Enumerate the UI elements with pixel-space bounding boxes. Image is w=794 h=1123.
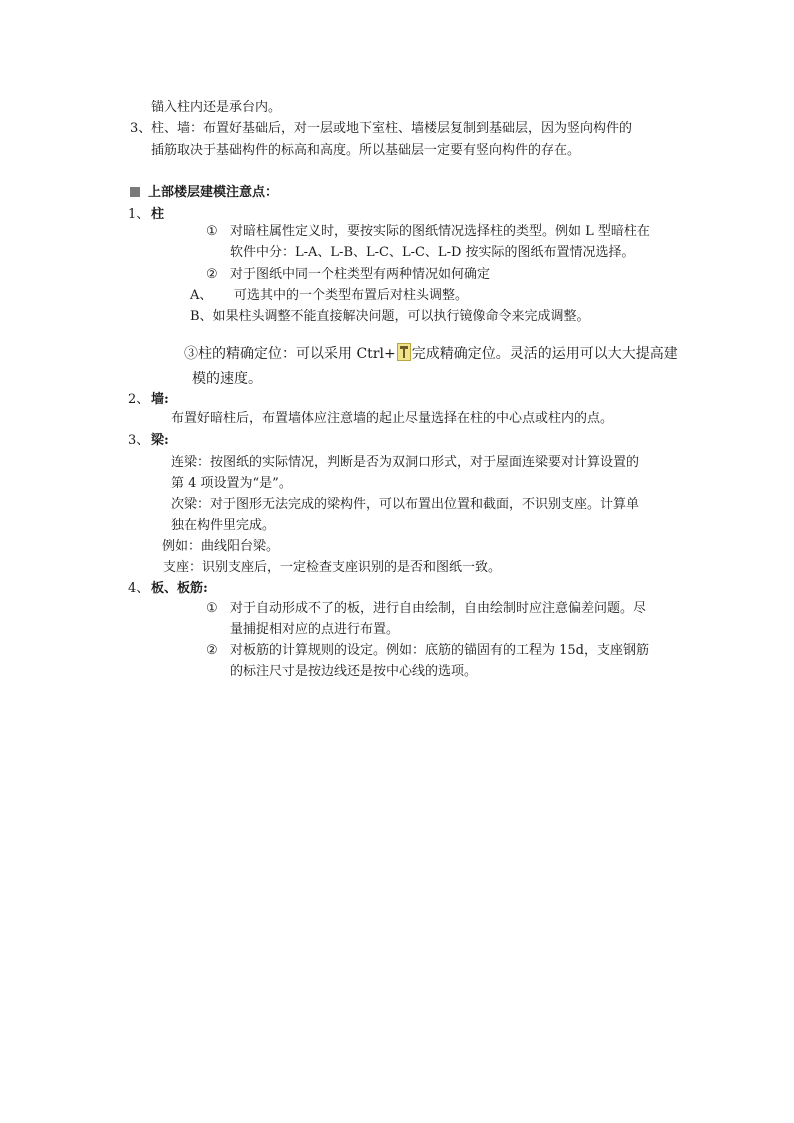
text-line: 次梁：对于图形无法完成的梁构件，可以布置出位置和截面，不识别支座。计算单 [171, 497, 640, 512]
item-number: 4、 [128, 581, 150, 596]
text-line: 例如：曲线阳台梁。 [162, 539, 280, 554]
filled-square-icon [130, 187, 140, 197]
item-title: 板、板筋: [151, 581, 208, 596]
text-line: 可选其中的一个类型布置后对柱头调整。 [234, 288, 469, 303]
circle-marker: ① [206, 224, 218, 239]
text-line: 对于图纸中同一个柱类型有两种情况如何确定 [230, 267, 491, 282]
circle-marker: ① [206, 601, 218, 616]
item-number: 3、 [128, 433, 150, 448]
text-line: 对暗柱属性定义时，要按实际的图纸情况选择柱的类型。例如 L 型暗柱在 [230, 224, 650, 239]
text-line: 模的速度。 [192, 371, 262, 387]
item-number: 1、 [128, 207, 150, 222]
text-line: 锚入柱内还是承台内。 [151, 100, 282, 115]
text-fragment: ③柱的精确定位：可以采用 Ctrl+ [184, 346, 396, 362]
letter-marker: A、 [190, 288, 213, 303]
text-line [184, 343, 678, 361]
item-number: 2、 [128, 392, 150, 407]
text-line: 的标注尺寸是按边线还是按中心线的选项。 [230, 664, 478, 679]
text-line: 布置好暗柱后，布置墙体应注意墙的起止尽量选择在柱的中心点或柱内的点。 [171, 411, 614, 426]
text-fragment: 完成精确定位。灵活的运用可以大大提高建 [411, 346, 678, 362]
text-line: 独在构件里完成。 [171, 518, 276, 533]
circle-marker: ② [206, 643, 218, 658]
text-line: 插筋取决于基础构件的标高和高度。所以基础层一定要有竖向构件的存在。 [151, 143, 581, 158]
text-line: 对板筋的计算规则的设定。例如：底筋的锚固有的工程为 15d，支座钢筋 [230, 643, 649, 658]
circle-marker: ② [206, 267, 218, 282]
item-number: 3、 [130, 121, 152, 136]
text-line: 连梁：按图纸的实际情况，判断是否为双洞口形式，对于屋面连梁要对计算设置的 [171, 455, 640, 470]
section-title: 上部楼层建模注意点： [148, 185, 279, 200]
text-line: 第 4 项设置为“是”。 [171, 476, 292, 491]
text-line: B、如果柱头调整不能直接解决问题，可以执行镜像命令来完成调整。 [190, 309, 590, 324]
item-title: 墙: [151, 392, 169, 407]
text-line: 软件中分：L-A、L-B、L-C、L-C、L-D 按实际的图纸布置情况选择。 [230, 245, 635, 260]
section-heading [130, 186, 278, 199]
item-title: 柱 [151, 207, 165, 222]
text-line: 对于自动形成不了的板，进行自由绘制，自由绘制时应注意偏差问题。尽 [230, 601, 647, 616]
text-line: 柱、墙：布置好基础后，对一层或地下室柱、墙楼层复制到基础层，因为竖向构件的 [151, 121, 633, 136]
text-line: 支座：识别支座后，一定检查支座识别的是否和图纸一致。 [163, 560, 502, 575]
item-title: 梁: [151, 433, 169, 448]
text-line: 量捕捉相对应的点进行布置。 [230, 622, 400, 637]
hammer-icon [397, 343, 411, 361]
